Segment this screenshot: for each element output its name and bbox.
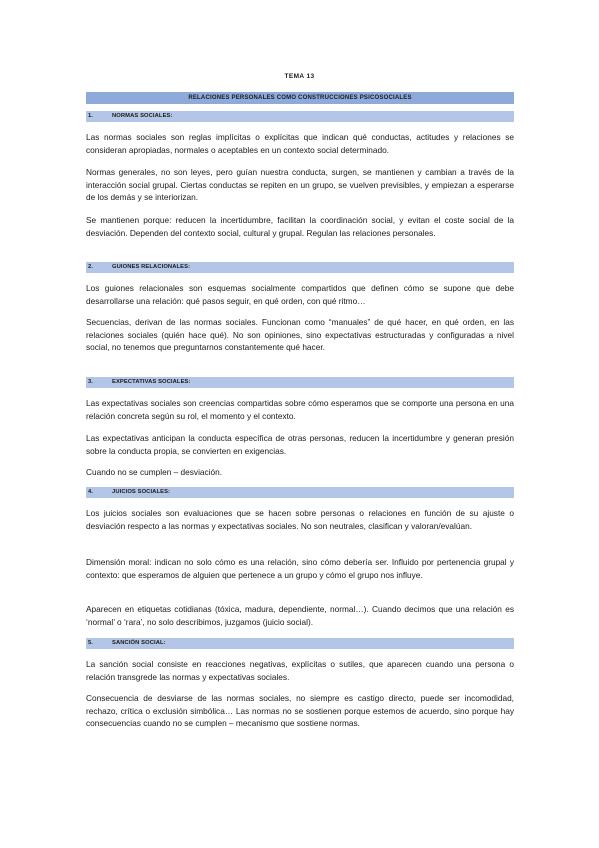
paragraph: Normas generales, no son leyes, pero guían nuestra conducta, surgen, se mantienen y cambian a través de la interacción social grupal. Ciertas conductas se repiten en un grupo, se vuelven previsibles, y empiezan a esperarse de los demás y se interiorizan. [86, 167, 514, 203]
paragraph: Aparecen en etiquetas cotidianas (tóxica, madura, dependiente, normal…). Cuando decimos que una relación es ‘normal’ o ‘rara’, no solo describimos, juzgamos (juicio social). [86, 604, 514, 627]
section-number: 2. [88, 264, 93, 270]
section-heading-expectativas-sociales [86, 377, 514, 388]
paragraph: Las expectativas anticipan la conducta específica de otras personas, reducen la incertidumbre y generan presión sobre la conducta propia, se convierten en exigencias. [86, 433, 514, 456]
section-title: JUICIOS SOCIALES: [112, 489, 171, 495]
paragraph: Se mantienen porque: reducen la incertidumbre, facilitan la coordinación social, y evitan el coste social de la desviación. Dependen del contexto social, cultural y grupal. Regulan las relaciones personales. [86, 215, 514, 238]
paragraph: Las expectativas sociales son creencias compartidas sobre cómo esperamos que se comporte una persona en una relación concreta según su rol, el momento y el contexto. [86, 398, 514, 421]
section-title: NORMAS SOCIALES: [112, 113, 173, 119]
document-banner: RELACIONES PERSONALES COMO CONSTRUCCIONES PSICOSOCIALES [86, 92, 514, 104]
section-heading-juicios-sociales [86, 487, 514, 498]
section-number: 1. [88, 113, 93, 119]
section-title: GUIONES RELACIONALES: [112, 264, 191, 270]
document-title: TEMA 13 [284, 73, 315, 80]
paragraph: Secuencias, derivan de las normas sociales. Funcionan como “manuales” de qué hacer, en qué orden, en las relaciones sociales (quién hace qué). No son opiniones, sino expectativas estructuradas y configuradas a nivel social, no tenemos que preguntarnos constantemente qué hacer. [86, 317, 514, 353]
section-title: EXPECTATIVAS SOCIALES: [112, 379, 191, 385]
section-title: SANCIÓN SOCIAL: [112, 640, 166, 646]
paragraph: Las normas sociales son reglas implícitas o explícitas que indican qué conductas, actitudes y relaciones se consideran apropiadas, normales o aceptables en un contexto social determinado. [86, 132, 514, 155]
paragraph: Los guiones relacionales son esquemas socialmente compartidos que definen cómo se supone que debe desarrollarse una relación: qué pasos seguir, en qué orden, con qué ritmo… [86, 283, 514, 306]
section-heading-guiones-relacionales [86, 262, 514, 273]
section-heading-sancion-social [86, 638, 514, 649]
paragraph: Cuando no se cumplen – desviación. [86, 467, 223, 477]
paragraph: Los juicios sociales son evaluaciones que se hacen sobre personas o relaciones en función de su ajuste o desviación respecto a las normas y expectativas sociales. No son neutrales, clasifican y valoran/evalúan. [86, 508, 514, 531]
section-number: 3. [88, 379, 93, 385]
section-number: 5. [88, 640, 93, 646]
section-heading-normas-sociales [86, 111, 514, 122]
paragraph: La sanción social consiste en reacciones negativas, explícitas o sutiles, que aparecen cuando una persona o relación transgrede las normas y expectativas sociales. [86, 659, 514, 682]
paragraph: Dimensión moral: indican no solo cómo es una relación, sino cómo debería ser. Influido por pertenencia grupal y contexto: que esperamos de alguien que pertenece a un grupo y cómo el grupo nos influye. [86, 557, 514, 580]
paragraph: Consecuencia de desviarse de las normas sociales, no siempre es castigo directo, puede ser incomodidad, rechazo, crítica o exclusión simbólica… Las normas no se sostienen porque estemos de acuerdo, sino porque hay consecuencias cuando no se cumplen – mecanismo que sostiene normas. [86, 693, 514, 729]
section-number: 4. [88, 489, 93, 495]
